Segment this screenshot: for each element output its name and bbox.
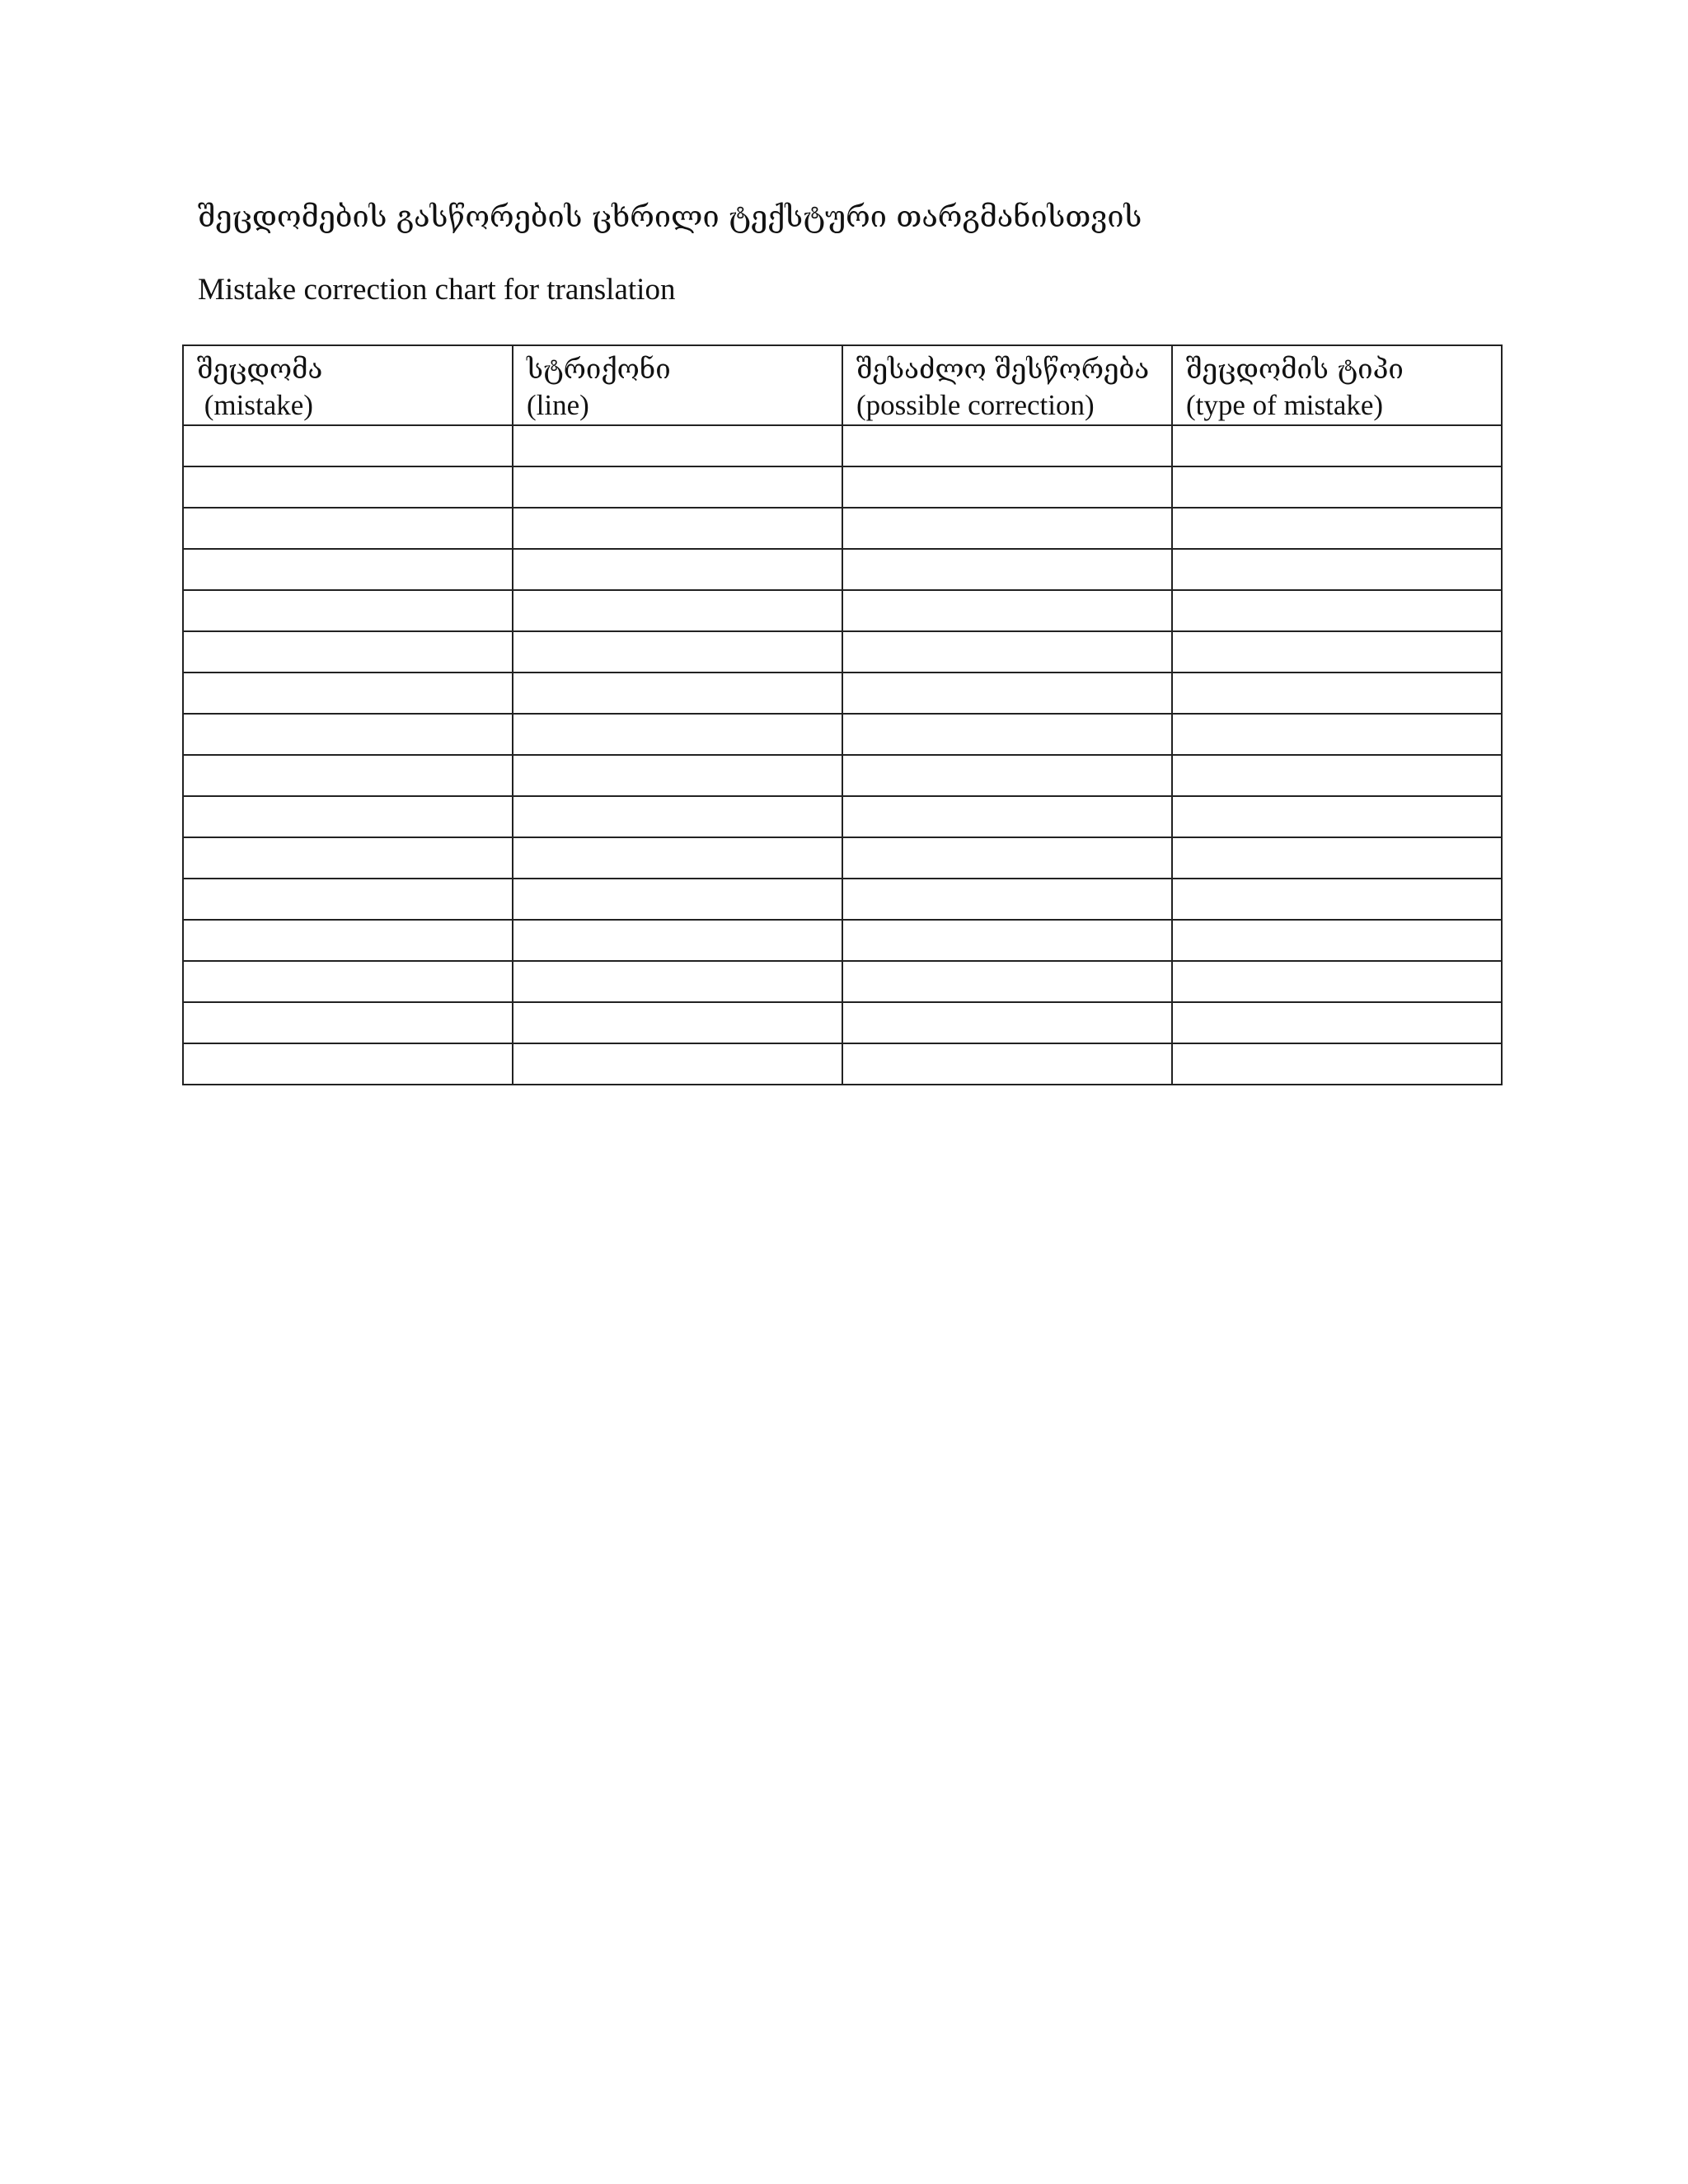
table-cell[interactable]: [842, 1002, 1172, 1043]
table-cell[interactable]: [1172, 714, 1502, 755]
column-header-label-georgian: შეცდომა: [197, 353, 323, 385]
table-cell[interactable]: [183, 837, 513, 879]
table-row: [183, 796, 1502, 837]
table-row: [183, 755, 1502, 796]
document-title-english: Mistake correction chart for translation: [198, 273, 676, 307]
table-cell[interactable]: [183, 714, 513, 755]
table-cell[interactable]: [1172, 590, 1502, 631]
table-row: [183, 590, 1502, 631]
column-header-label-english: (possible correction): [856, 389, 1095, 421]
table-cell[interactable]: [513, 631, 842, 673]
table-cell[interactable]: [1172, 549, 1502, 590]
table-cell[interactable]: [183, 961, 513, 1002]
table-row: [183, 961, 1502, 1002]
column-header-possible-correction: [842, 345, 1172, 425]
column-header-line: [513, 345, 842, 425]
table-row: [183, 920, 1502, 961]
table-cell[interactable]: [513, 755, 842, 796]
table-cell[interactable]: [513, 1002, 842, 1043]
table-row: [183, 1002, 1502, 1043]
table-row: [183, 879, 1502, 920]
table-cell[interactable]: [1172, 631, 1502, 673]
table-cell[interactable]: [513, 466, 842, 508]
table-cell[interactable]: [1172, 1002, 1502, 1043]
table-cell[interactable]: [1172, 920, 1502, 961]
table-cell[interactable]: [842, 1043, 1172, 1085]
column-header-label-georgian: შეცდომის ტიპი: [1186, 353, 1404, 385]
table-row: [183, 508, 1502, 549]
table-row: [183, 837, 1502, 879]
table-cell[interactable]: [183, 755, 513, 796]
table-row: [183, 673, 1502, 714]
table-cell[interactable]: [513, 961, 842, 1002]
column-header-label-english: (mistake): [197, 389, 313, 421]
table-cell[interactable]: [183, 796, 513, 837]
column-header-label-english: (type of mistake): [1186, 389, 1384, 421]
table-cell[interactable]: [1172, 961, 1502, 1002]
table-cell[interactable]: [513, 508, 842, 549]
table-cell[interactable]: [842, 961, 1172, 1002]
table-cell[interactable]: [183, 1043, 513, 1085]
mistake-correction-table: [182, 344, 1503, 1085]
table-cell[interactable]: [183, 508, 513, 549]
table-cell[interactable]: [1172, 1043, 1502, 1085]
table-cell[interactable]: [183, 590, 513, 631]
table-row: [183, 425, 1502, 466]
table-cell[interactable]: [1172, 755, 1502, 796]
document-title-georgian: შეცდომების გასწორების ცხრილი ტექსტური თარგმანისთვის: [198, 200, 1142, 234]
table-cell[interactable]: [842, 879, 1172, 920]
table-cell[interactable]: [513, 796, 842, 837]
table-cell[interactable]: [513, 425, 842, 466]
table-cell[interactable]: [183, 920, 513, 961]
column-header-label-georgian: შესაძლო შესწორება: [856, 353, 1150, 385]
table-cell[interactable]: [1172, 837, 1502, 879]
table-cell[interactable]: [842, 590, 1172, 631]
table-cell[interactable]: [842, 466, 1172, 508]
table-cell[interactable]: [842, 508, 1172, 549]
column-header-mistake: [183, 345, 513, 425]
table-cell[interactable]: [1172, 425, 1502, 466]
table-body: [183, 425, 1502, 1085]
table-row: [183, 631, 1502, 673]
column-header-label-english: (line): [527, 389, 589, 421]
table-cell[interactable]: [183, 673, 513, 714]
table-cell[interactable]: [1172, 508, 1502, 549]
table-cell[interactable]: [513, 1043, 842, 1085]
table-cell[interactable]: [513, 879, 842, 920]
table-row: [183, 714, 1502, 755]
table-cell[interactable]: [842, 920, 1172, 961]
table-cell[interactable]: [183, 631, 513, 673]
table-cell[interactable]: [183, 1002, 513, 1043]
column-header-type-of-mistake: [1172, 345, 1502, 425]
table-cell[interactable]: [842, 755, 1172, 796]
table-cell[interactable]: [842, 631, 1172, 673]
table-cell[interactable]: [183, 425, 513, 466]
table-cell[interactable]: [513, 714, 842, 755]
table-row: [183, 466, 1502, 508]
table-cell[interactable]: [1172, 879, 1502, 920]
table-cell[interactable]: [513, 837, 842, 879]
table-cell[interactable]: [1172, 673, 1502, 714]
table-cell[interactable]: [183, 466, 513, 508]
table-cell[interactable]: [183, 549, 513, 590]
column-header-label-georgian: სტრიქონი: [527, 353, 671, 385]
table-row: [183, 1043, 1502, 1085]
table-cell[interactable]: [842, 796, 1172, 837]
table-cell[interactable]: [842, 714, 1172, 755]
table-cell[interactable]: [183, 879, 513, 920]
table-cell[interactable]: [842, 425, 1172, 466]
table-cell[interactable]: [513, 673, 842, 714]
table-cell[interactable]: [513, 920, 842, 961]
table-cell[interactable]: [1172, 466, 1502, 508]
table-cell[interactable]: [1172, 796, 1502, 837]
table-header-row: [183, 345, 1502, 425]
table-cell[interactable]: [513, 590, 842, 631]
table-cell[interactable]: [513, 549, 842, 590]
table-cell[interactable]: [842, 549, 1172, 590]
table-cell[interactable]: [842, 837, 1172, 879]
table-row: [183, 549, 1502, 590]
table-cell[interactable]: [842, 673, 1172, 714]
